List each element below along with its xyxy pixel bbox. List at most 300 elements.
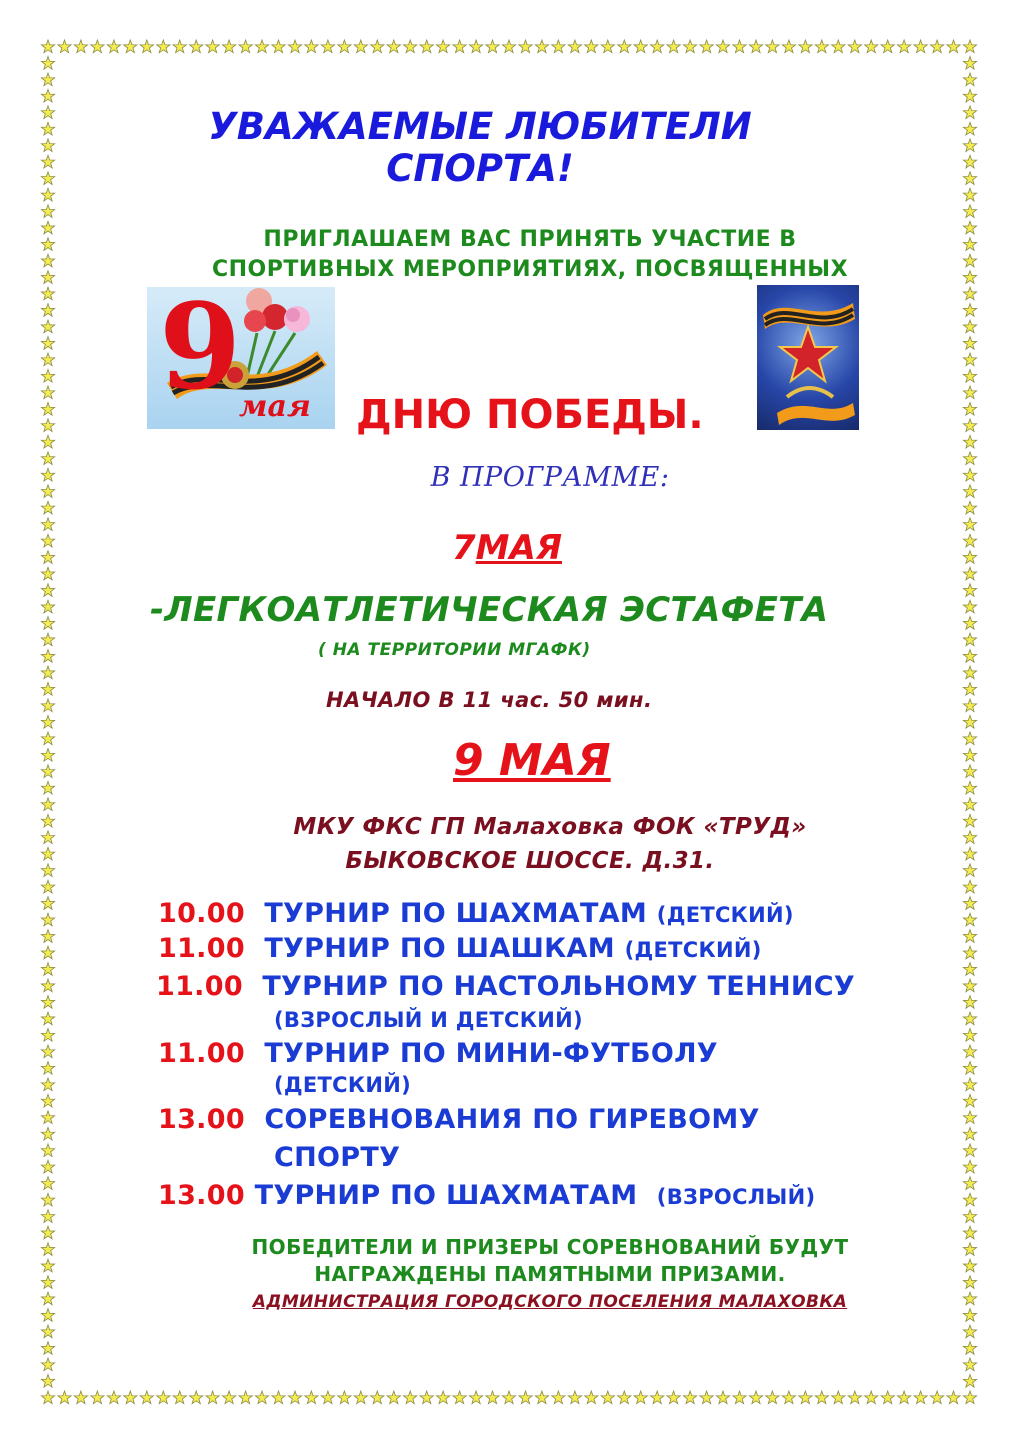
border-star-icon xyxy=(41,847,54,860)
border-star-icon xyxy=(963,1375,976,1388)
border-star-icon xyxy=(41,1094,54,1107)
prize-notice-line-1: ПОБЕДИТЕЛИ И ПРИЗЕРЫ СОРЕВНОВАНИЙ БУДУТ xyxy=(251,1235,849,1259)
border-star-icon xyxy=(41,370,54,383)
border-star-icon xyxy=(585,40,598,53)
border-star-icon xyxy=(963,403,976,416)
border-star-icon xyxy=(321,40,334,53)
border-star-icon xyxy=(371,1391,384,1404)
border-star-icon xyxy=(41,353,54,366)
may-9-image xyxy=(147,287,335,429)
border-star-icon xyxy=(41,254,54,267)
border-star-icon xyxy=(288,40,301,53)
border-star-icon xyxy=(848,40,861,53)
border-star-icon xyxy=(41,89,54,102)
schedule-time: 11.00 xyxy=(158,933,245,964)
heading-line-1: УВАЖАЕМЫЕ ЛЮБИТЕЛИ xyxy=(208,105,752,148)
border-star-icon xyxy=(963,40,976,53)
border-star-icon xyxy=(716,1391,729,1404)
red-star-graphic xyxy=(757,285,859,430)
red-star-image xyxy=(757,285,859,430)
border-star-icon xyxy=(41,765,54,778)
border-star-icon xyxy=(140,1391,153,1404)
border-star-icon xyxy=(963,320,976,333)
schedule-category: (ДЕТСКИЙ) xyxy=(624,938,762,962)
border-star-icon xyxy=(552,40,565,53)
border-star-icon xyxy=(41,979,54,992)
border-star-icon xyxy=(222,1391,235,1404)
schedule-subline: (ДЕТСКИЙ) xyxy=(274,1073,411,1097)
border-star-icon xyxy=(486,40,499,53)
border-star-icon xyxy=(41,1127,54,1140)
border-star-icon xyxy=(41,864,54,877)
border-star-icon xyxy=(41,1062,54,1075)
schedule-event-continuation: СПОРТУ xyxy=(274,1142,401,1173)
border-star-icon xyxy=(963,732,976,745)
border-star-icon xyxy=(41,1193,54,1206)
schedule-event: ТУРНИР ПО МИНИ-ФУТБОЛУ xyxy=(264,1038,718,1069)
border-star-icon xyxy=(41,600,54,613)
border-star-icon xyxy=(963,1309,976,1322)
border-star-icon xyxy=(963,996,976,1009)
border-star-icon xyxy=(963,683,976,696)
border-star-icon xyxy=(41,1210,54,1223)
border-star-icon xyxy=(41,930,54,943)
border-star-icon xyxy=(91,40,104,53)
schedule-subline: (ВЗРОСЛЫЙ И ДЕТСКИЙ) xyxy=(274,1008,583,1032)
border-star-icon xyxy=(963,1342,976,1355)
border-star-icon xyxy=(157,1391,170,1404)
border-star-icon xyxy=(107,40,120,53)
schedule-category: (ВЗРОСЛЫЙ) xyxy=(656,1185,816,1209)
border-star-icon xyxy=(963,963,976,976)
border-star-icon xyxy=(963,155,976,168)
schedule-event: ТУРНИР ПО ШАХМАТАМ xyxy=(264,898,648,929)
border-star-icon xyxy=(963,650,976,663)
venue xyxy=(200,810,900,878)
border-star-icon xyxy=(41,1111,54,1124)
border-star-icon xyxy=(371,40,384,53)
border-star-icon xyxy=(963,946,976,959)
border-star-icon xyxy=(305,1391,318,1404)
border-star-icon xyxy=(865,40,878,53)
border-star-icon xyxy=(338,40,351,53)
border-star-icon xyxy=(404,1391,417,1404)
border-star-icon xyxy=(41,419,54,432)
schedule-time: 10.00 xyxy=(158,898,245,929)
border-star-icon xyxy=(749,40,762,53)
border-star-icon xyxy=(41,584,54,597)
border-star-icon xyxy=(41,139,54,152)
border-star-icon xyxy=(716,40,729,53)
border-star-icon xyxy=(963,1276,976,1289)
border-star-icon xyxy=(782,40,795,53)
schedule-time: 13.00 xyxy=(158,1104,245,1135)
border-star-icon xyxy=(766,1391,779,1404)
border-star-icon xyxy=(963,501,976,514)
border-star-icon xyxy=(41,238,54,251)
heading-line-2: СПОРТА! xyxy=(386,147,574,190)
border-star-icon xyxy=(601,40,614,53)
border-star-icon xyxy=(41,913,54,926)
border-star-icon xyxy=(552,1391,565,1404)
prize-notice xyxy=(150,1234,950,1288)
border-star-icon xyxy=(124,40,137,53)
border-star-icon xyxy=(41,1012,54,1025)
border-star-icon xyxy=(815,40,828,53)
schedule-item xyxy=(158,1180,815,1211)
border-star-icon xyxy=(963,337,976,350)
border-star-icon xyxy=(41,1045,54,1058)
border-star-icon xyxy=(41,699,54,712)
border-star-icon xyxy=(469,1391,482,1404)
border-star-icon xyxy=(634,40,647,53)
border-star-icon xyxy=(41,435,54,448)
schedule-event: ТУРНИР ПО ШАШКАМ xyxy=(264,933,615,964)
border-star-icon xyxy=(634,1391,647,1404)
border-star-icon xyxy=(535,1391,548,1404)
may-9-word: мая xyxy=(239,389,311,424)
border-star-icon xyxy=(41,205,54,218)
invitation-line-2: СПОРТИВНЫХ МЕРОПРИЯТИЯХ, ПОСВЯЩЕННЫХ xyxy=(211,257,849,282)
border-star-icon xyxy=(41,452,54,465)
border-star-icon xyxy=(963,1210,976,1223)
border-star-icon xyxy=(963,534,976,547)
border-star-icon xyxy=(963,716,976,729)
schedule-subline xyxy=(274,1142,400,1173)
border-star-icon xyxy=(41,996,54,1009)
border-star-icon xyxy=(41,1292,54,1305)
border-star-icon xyxy=(963,1160,976,1173)
border-star-icon xyxy=(963,897,976,910)
may-7-day: 7 xyxy=(452,528,476,568)
border-star-icon xyxy=(963,485,976,498)
border-star-icon xyxy=(799,1391,812,1404)
schedule-category: (ДЕТСКИЙ) xyxy=(656,903,794,927)
border-star-icon xyxy=(107,1391,120,1404)
border-star-icon xyxy=(963,567,976,580)
border-star-icon xyxy=(41,518,54,531)
border-star-icon xyxy=(41,1226,54,1239)
border-star-icon xyxy=(897,1391,910,1404)
relay-event: -ЛЕГКОАТЛЕТИЧЕСКАЯ ЭСТАФЕТА xyxy=(150,590,829,630)
border-star-icon xyxy=(41,1029,54,1042)
schedule-item xyxy=(158,898,794,929)
border-star-icon xyxy=(963,666,976,679)
border-star-icon xyxy=(387,1391,400,1404)
schedule-time: 11.00 xyxy=(158,1038,245,1069)
border-star-icon xyxy=(239,1391,252,1404)
border-star-icon xyxy=(41,1160,54,1173)
border-star-icon xyxy=(58,1391,71,1404)
border-star-icon xyxy=(486,1391,499,1404)
relay-location: ( НА ТЕРРИТОРИИ МГАФК) xyxy=(318,640,591,660)
border-star-icon xyxy=(963,1062,976,1075)
border-star-icon xyxy=(206,1391,219,1404)
schedule-event: ТУРНИР ПО ШАХМАТАМ xyxy=(254,1180,638,1211)
border-star-icon xyxy=(601,1391,614,1404)
venue-address: БЫКОВСКОЕ ШОССЕ. Д.31. xyxy=(345,848,715,874)
border-star-icon xyxy=(568,1391,581,1404)
border-star-icon xyxy=(140,40,153,53)
border-star-icon xyxy=(436,1391,449,1404)
border-star-icon xyxy=(963,600,976,613)
border-star-icon xyxy=(667,1391,680,1404)
border-star-icon xyxy=(832,1391,845,1404)
border-star-icon xyxy=(963,304,976,317)
border-star-icon xyxy=(41,716,54,729)
border-star-icon xyxy=(354,40,367,53)
border-star-icon xyxy=(963,89,976,102)
border-star-icon xyxy=(914,40,927,53)
border-star-icon xyxy=(618,1391,631,1404)
border-star-icon xyxy=(41,1309,54,1322)
border-star-icon xyxy=(963,57,976,70)
border-star-icon xyxy=(963,1029,976,1042)
border-star-icon xyxy=(963,699,976,712)
border-star-icon xyxy=(963,1243,976,1256)
border-star-icon xyxy=(963,1078,976,1091)
border-star-icon xyxy=(963,814,976,827)
border-star-icon xyxy=(799,40,812,53)
border-star-icon xyxy=(272,40,285,53)
border-star-icon xyxy=(963,205,976,218)
border-star-icon xyxy=(41,1325,54,1338)
may-7-month: МАЯ xyxy=(475,528,562,568)
border-star-icon xyxy=(41,468,54,481)
border-star-icon xyxy=(930,1391,943,1404)
border-star-icon xyxy=(963,106,976,119)
border-star-icon xyxy=(91,1391,104,1404)
border-star-icon xyxy=(41,1358,54,1371)
border-star-icon xyxy=(41,155,54,168)
border-star-icon xyxy=(190,1391,203,1404)
border-star-icon xyxy=(519,1391,532,1404)
border-star-icon xyxy=(41,633,54,646)
border-star-icon xyxy=(41,534,54,547)
border-star-icon xyxy=(963,1094,976,1107)
border-star-icon xyxy=(41,781,54,794)
border-star-icon xyxy=(502,1391,515,1404)
border-star-icon xyxy=(930,40,943,53)
border-star-icon xyxy=(41,1243,54,1256)
border-star-icon xyxy=(338,1391,351,1404)
border-star-icon xyxy=(700,1391,713,1404)
border-star-icon xyxy=(41,106,54,119)
border-star-icon xyxy=(700,40,713,53)
border-star-icon xyxy=(41,57,54,70)
border-star-icon xyxy=(848,1391,861,1404)
border-star-icon xyxy=(963,188,976,201)
administration-signature: АДМИНИСТРАЦИЯ ГОРОДСКОГО ПОСЕЛЕНИЯ МАЛАХОВКА xyxy=(252,1292,848,1312)
border-star-icon xyxy=(733,40,746,53)
border-star-icon xyxy=(585,1391,598,1404)
border-star-icon xyxy=(963,386,976,399)
border-star-icon xyxy=(41,798,54,811)
border-star-icon xyxy=(157,40,170,53)
border-star-icon xyxy=(41,880,54,893)
schedule-event: СОРЕВНОВАНИЯ ПО ГИРЕВОМУ xyxy=(264,1104,760,1135)
border-star-icon xyxy=(41,946,54,959)
border-star-icon xyxy=(41,831,54,844)
border-star-icon xyxy=(963,1325,976,1338)
border-star-icon xyxy=(41,650,54,663)
border-star-icon xyxy=(683,40,696,53)
border-star-icon xyxy=(41,1276,54,1289)
may-9-number: 9 xyxy=(159,287,242,416)
border-star-icon xyxy=(914,1391,927,1404)
border-star-icon xyxy=(963,930,976,943)
victory-day-title: ДНЮ ПОБЕДЫ. xyxy=(356,392,704,438)
border-star-icon xyxy=(963,518,976,531)
programme-label: В ПРОГРАММЕ: xyxy=(430,462,670,493)
schedule-time: 11.00 xyxy=(156,971,243,1002)
border-star-icon xyxy=(222,40,235,53)
border-star-icon xyxy=(535,40,548,53)
border-star-icon xyxy=(41,617,54,630)
border-star-icon xyxy=(963,551,976,564)
border-star-icon xyxy=(963,979,976,992)
border-star-icon xyxy=(41,271,54,284)
border-star-icon xyxy=(502,40,515,53)
border-star-icon xyxy=(963,435,976,448)
border-star-icon xyxy=(41,1391,54,1404)
schedule-time: 13.00 xyxy=(158,1180,245,1211)
border-star-icon xyxy=(404,40,417,53)
border-star-icon xyxy=(568,40,581,53)
border-star-icon xyxy=(41,897,54,910)
border-star-icon xyxy=(41,485,54,498)
invitation-text xyxy=(100,225,980,285)
border-star-icon xyxy=(420,40,433,53)
border-star-icon xyxy=(58,40,71,53)
border-star-icon xyxy=(963,1358,976,1371)
border-star-icon xyxy=(41,122,54,135)
border-star-icon xyxy=(41,287,54,300)
border-star-icon xyxy=(436,40,449,53)
border-star-icon xyxy=(963,1144,976,1157)
border-star-icon xyxy=(963,1127,976,1140)
border-star-icon xyxy=(387,40,400,53)
border-star-icon xyxy=(41,666,54,679)
border-star-icon xyxy=(41,1177,54,1190)
border-star-icon xyxy=(963,798,976,811)
border-star-icon xyxy=(190,40,203,53)
border-star-icon xyxy=(865,1391,878,1404)
border-star-icon xyxy=(881,40,894,53)
border-star-icon xyxy=(41,963,54,976)
may-7-date xyxy=(452,528,562,568)
border-star-icon xyxy=(321,1391,334,1404)
prize-notice-line-2: НАГРАЖДЕНЫ ПАМЯТНЫМИ ПРИЗАМИ. xyxy=(314,1262,786,1286)
border-star-icon xyxy=(963,452,976,465)
border-star-icon xyxy=(41,337,54,350)
border-star-icon xyxy=(651,40,664,53)
border-star-icon xyxy=(815,1391,828,1404)
border-star-icon xyxy=(41,501,54,514)
border-star-icon xyxy=(420,1391,433,1404)
border-star-icon xyxy=(963,1111,976,1124)
border-star-icon xyxy=(947,40,960,53)
border-star-icon xyxy=(963,468,976,481)
border-star-icon xyxy=(255,1391,268,1404)
border-star-icon xyxy=(963,633,976,646)
border-star-icon xyxy=(963,1177,976,1190)
border-star-icon xyxy=(41,73,54,86)
border-star-icon xyxy=(963,847,976,860)
border-star-icon xyxy=(683,1391,696,1404)
border-star-icon xyxy=(963,913,976,926)
border-star-icon xyxy=(881,1391,894,1404)
border-star-icon xyxy=(963,73,976,86)
border-star-icon xyxy=(963,419,976,432)
border-star-icon xyxy=(239,40,252,53)
invitation-line-1: ПРИГЛАШАЕМ ВАС ПРИНЯТЬ УЧАСТИЕ В xyxy=(263,227,797,252)
border-star-icon xyxy=(41,749,54,762)
border-star-icon xyxy=(453,40,466,53)
border-star-icon xyxy=(255,40,268,53)
border-star-icon xyxy=(733,1391,746,1404)
border-star-icon xyxy=(41,188,54,201)
border-star-icon xyxy=(963,765,976,778)
border-star-icon xyxy=(963,353,976,366)
schedule-item xyxy=(156,971,855,1002)
border-star-icon xyxy=(41,1078,54,1091)
border-star-icon xyxy=(41,732,54,745)
border-star-icon xyxy=(897,40,910,53)
border-star-icon xyxy=(963,1259,976,1272)
schedule-item xyxy=(158,1038,718,1069)
border-star-icon xyxy=(963,864,976,877)
border-star-icon xyxy=(173,40,186,53)
border-star-icon xyxy=(41,386,54,399)
border-star-icon xyxy=(206,40,219,53)
border-star-icon xyxy=(963,749,976,762)
border-star-icon xyxy=(41,403,54,416)
border-star-icon xyxy=(41,40,54,53)
border-star-icon xyxy=(963,617,976,630)
schedule-item xyxy=(158,1104,760,1135)
border-star-icon xyxy=(124,1391,137,1404)
border-star-icon xyxy=(963,1045,976,1058)
border-star-icon xyxy=(963,370,976,383)
border-star-icon xyxy=(963,139,976,152)
venue-name: МКУ ФКС ГП Малаховка ФОК «ТРУД» xyxy=(293,814,807,840)
border-star-icon xyxy=(519,40,532,53)
schedule-event: ТУРНИР ПО НАСТОЛЬНОМУ ТЕННИСУ xyxy=(262,971,855,1002)
border-star-icon xyxy=(947,1391,960,1404)
border-star-icon xyxy=(963,584,976,597)
border-star-icon xyxy=(453,1391,466,1404)
border-star-icon xyxy=(618,40,631,53)
border-star-icon xyxy=(41,172,54,185)
border-star-icon xyxy=(963,831,976,844)
border-star-icon xyxy=(41,320,54,333)
border-star-icon xyxy=(41,551,54,564)
border-star-icon xyxy=(354,1391,367,1404)
border-star-icon xyxy=(963,1391,976,1404)
border-star-icon xyxy=(41,1144,54,1157)
border-star-icon xyxy=(272,1391,285,1404)
border-star-icon xyxy=(41,814,54,827)
border-star-icon xyxy=(963,880,976,893)
border-star-icon xyxy=(963,1193,976,1206)
relay-start-time: НАЧАЛО В 11 час. 50 мин. xyxy=(326,688,653,712)
border-star-icon xyxy=(963,1012,976,1025)
border-star-icon xyxy=(963,1292,976,1305)
border-star-icon xyxy=(41,683,54,696)
may-9-date: 9 МАЯ xyxy=(453,735,611,786)
border-star-icon xyxy=(963,781,976,794)
